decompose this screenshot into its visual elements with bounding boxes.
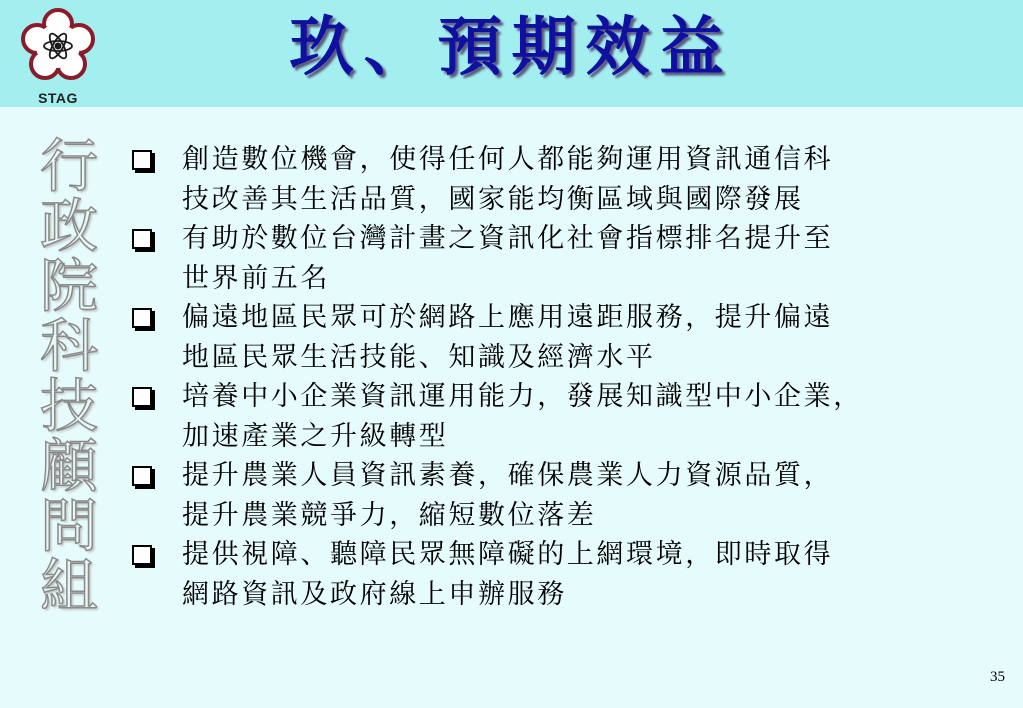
checkbox-bullet-icon — [132, 308, 152, 328]
bullet-line: 提供視障、聽障民眾無障礙的上網環境，即時取得 — [182, 539, 834, 570]
header-band — [0, 0, 1023, 107]
vertical-title-char: 行 — [39, 132, 98, 200]
logo-text: STAG — [38, 90, 78, 106]
list-item — [132, 140, 1022, 219]
list-item — [132, 219, 1022, 298]
vertical-title-char: 科 — [39, 312, 98, 380]
bullet-line: 有助於數位台灣計畫之資訊化社會指標排名提升至 — [182, 223, 834, 254]
bullet-line: 提升農業人員資訊素養，確保農業人力資源品質， — [182, 460, 834, 491]
list-item — [132, 298, 1022, 377]
checkbox-bullet-icon — [132, 229, 152, 249]
bullet-line: 世界前五名 — [182, 262, 330, 294]
checkbox-bullet-icon — [132, 150, 152, 170]
list-item — [132, 456, 1022, 535]
bullet-line: 培養中小企業資訊運用能力，發展知識型中小企業， — [182, 381, 863, 412]
bullet-line: 技改善其生活品質，國家能均衡區域與國際發展 — [182, 183, 804, 215]
bullet-list — [132, 140, 1022, 614]
checkbox-bullet-icon — [132, 387, 152, 407]
list-item — [132, 535, 1022, 614]
vertical-title-char: 顧 — [39, 432, 98, 500]
page-title: 玖、預期效益 — [289, 10, 734, 85]
vertical-title-char: 問 — [39, 492, 98, 560]
bullet-line: 偏遠地區民眾可於網路上應用遠距服務，提升偏遠 — [182, 302, 834, 333]
bullet-line: 網路資訊及政府線上申辦服務 — [182, 578, 567, 610]
bullet-line: 加速產業之升級轉型 — [182, 420, 449, 452]
vertical-title-char: 政 — [39, 192, 98, 260]
list-item — [132, 377, 1022, 456]
vertical-title-char: 組 — [39, 552, 98, 620]
vertical-title-char: 技 — [39, 372, 98, 440]
vertical-title-char: 院 — [39, 252, 98, 320]
bullet-line: 創造數位機會，使得任何人都能夠運用資訊通信科 — [182, 144, 834, 175]
checkbox-bullet-icon — [132, 545, 152, 565]
page-number: 35 — [990, 669, 1005, 685]
vertical-organization-title — [34, 132, 104, 620]
checkbox-bullet-icon — [132, 466, 152, 486]
bullet-line: 地區民眾生活技能、知識及經濟水平 — [182, 341, 656, 373]
bullet-line: 提升農業競爭力，縮短數位落差 — [182, 499, 597, 531]
